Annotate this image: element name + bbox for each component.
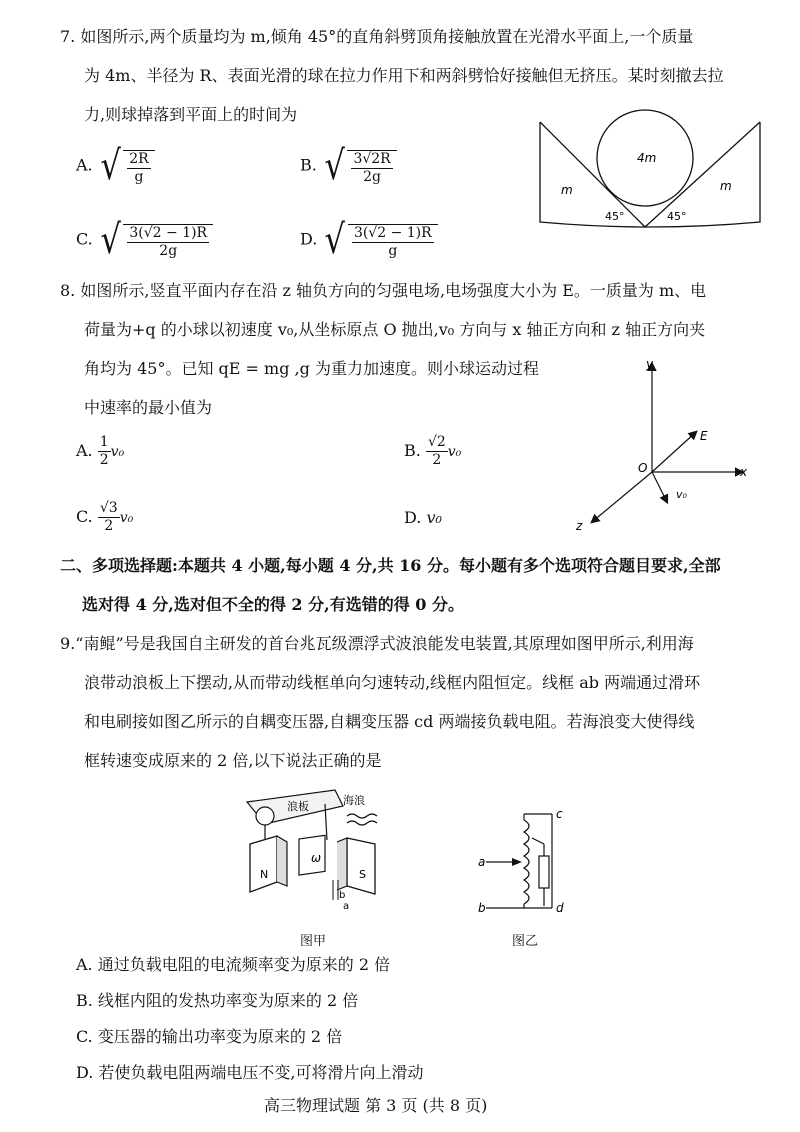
q7-option-b[interactable]: B. √ $\frac{3√2R}{2g}$ xyxy=(300,146,397,186)
q8-option-c[interactable]: C. $\frac{√3}{2}$ v₀ xyxy=(76,500,134,534)
q7-option-d[interactable]: D. √ $\frac{3(√2 - 1)R}{g}$ xyxy=(300,220,438,260)
q9-option-d[interactable]: D. 若使负载电阻两端电压不变,可将滑片向上滑动 xyxy=(76,1063,424,1082)
y-axis-label: y xyxy=(646,357,654,371)
x-axis-label: x xyxy=(740,465,748,479)
z-axis-label: z xyxy=(576,519,583,533)
e-field-label: E xyxy=(700,429,708,443)
option-label: C. xyxy=(76,507,93,526)
section2-line1: 二、多项选择题:本题共 4 小题,每小题 4 分,共 16 分。每小题有多个选项符合题目要求,全部 xyxy=(60,556,721,575)
right-wedge-label: m xyxy=(720,179,732,193)
option-label: D. xyxy=(300,229,318,249)
coil-a-label: a xyxy=(478,855,486,869)
board-label: 浪板 xyxy=(287,800,309,813)
q8-option-d[interactable]: D. v₀ xyxy=(404,508,442,527)
q8-option-a[interactable]: A. $\frac{1}{2}$ v₀ xyxy=(76,434,125,468)
q7-option-c[interactable]: C. √ $\frac{3(√2 - 1)R}{2g}$ xyxy=(76,220,213,260)
terminal-b-label: b xyxy=(339,890,346,901)
q9-option-b[interactable]: B. 线框内阻的发热功率变为原来的 2 倍 xyxy=(76,991,359,1010)
terminal-a-label: a xyxy=(343,901,350,912)
ball-label: 4m xyxy=(637,151,657,165)
q7-line3: 力,则球掉落到平面上的时间为 xyxy=(84,105,298,124)
angle-left-label: 45° xyxy=(605,210,625,223)
option-label: B. xyxy=(300,155,317,175)
figure-a-caption: 图甲 xyxy=(300,934,327,949)
option-label: A. xyxy=(76,155,93,175)
magnet-s-label: S xyxy=(359,868,366,881)
omega-label: ω xyxy=(311,851,322,865)
q9-line4: 框转速变成原来的 2 倍,以下说法正确的是 xyxy=(84,751,382,770)
coil-b-label: b xyxy=(478,901,486,915)
angle-right-label: 45° xyxy=(667,210,687,223)
v0-label: v₀ xyxy=(676,488,687,501)
option-label: C. xyxy=(76,229,93,249)
option-label: D. xyxy=(404,508,422,527)
q7-line2: 为 4m、半径为 R、表面光滑的球在拉力作用下和两斜劈恰好接触但无挤压。某时刻撤去拉 xyxy=(84,66,724,85)
q8-option-b[interactable]: B. $\frac{√2}{2}$ v₀ xyxy=(404,434,462,468)
figure-b-caption: 图乙 xyxy=(512,934,539,949)
q8-axes-figure xyxy=(570,350,770,540)
q9-option-a[interactable]: A. 通过负载电阻的电流频率变为原来的 2 倍 xyxy=(76,955,391,974)
q9-line2: 浪带动浪板上下摆动,从而带动线框单向匀速转动,线框内阻恒定。线框 ab 两端通过滑环 xyxy=(84,673,701,692)
magnet-n-label: N xyxy=(260,868,269,881)
q8-line3: 角均为 45°。已知 qE = mg ,g 为重力加速度。则小球运动过程 xyxy=(84,359,539,378)
q9-option-c[interactable]: C. 变压器的输出功率变为原来的 2 倍 xyxy=(76,1027,343,1046)
q9-figure-b xyxy=(470,808,580,918)
q9-figure-a xyxy=(235,782,405,912)
option-label: A. xyxy=(76,441,93,460)
q9-line1: 9.“南鲲”号是我国自主研发的首台兆瓦级漂浮式波浪能发电装置,其原理如图甲所示,利用海 xyxy=(60,634,694,653)
section2-line2: 选对得 4 分,选对但不全的得 2 分,有选错的得 0 分。 xyxy=(82,595,464,614)
q8-line2: 荷量为+q 的小球以初速度 v₀,从坐标原点 O 抛出,v₀ 方向与 x 轴正方向和 z 轴正方向夹 xyxy=(84,320,706,339)
left-wedge-label: m xyxy=(561,183,573,197)
q7-line1: 7. 如图所示,两个质量均为 m,倾角 45°的直角斜劈顶角接触放置在光滑水平面上,一个质量 xyxy=(60,27,694,46)
q7-option-a[interactable]: A. √ $\frac{2R}{g}$ xyxy=(76,146,155,186)
q7-figure xyxy=(535,100,765,235)
origin-label: O xyxy=(638,461,648,475)
page-footer: 高三物理试题 第 3 页 (共 8 页) xyxy=(264,1096,488,1115)
wave-label: 海浪 xyxy=(343,794,365,807)
coil-c-label: c xyxy=(556,808,563,821)
option-label: B. xyxy=(404,441,421,460)
coil-d-label: d xyxy=(556,901,564,915)
q8-line1: 8. 如图所示,竖直平面内存在沿 z 轴负方向的匀强电场,电场强度大小为 E。一质量为 m、电 xyxy=(60,281,707,300)
q9-line3: 和电刷接如图乙所示的自耦变压器,自耦变压器 cd 两端接负载电阻。若海浪变大使得线 xyxy=(84,712,695,731)
q8-line4: 中速率的最小值为 xyxy=(84,398,213,417)
